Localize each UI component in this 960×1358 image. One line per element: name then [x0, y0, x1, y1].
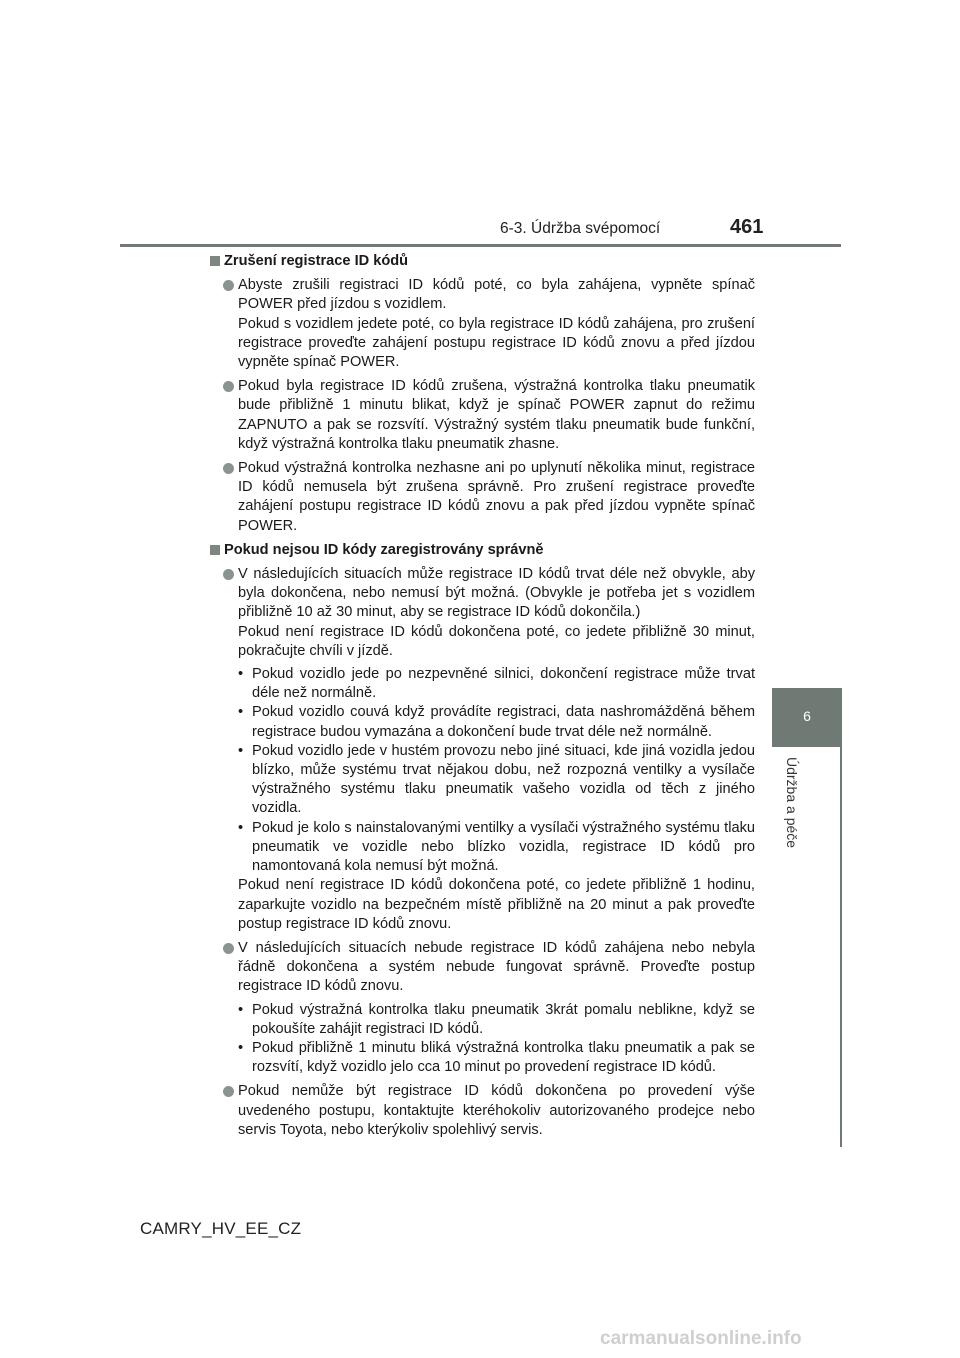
sub-list-item: [238, 1001, 755, 1039]
section-heading: [210, 252, 755, 271]
section-title: Pokud nejsou ID kódy zaregistrovány správně: [224, 541, 544, 558]
sub-list-item: [238, 1039, 755, 1077]
sub-item-text: Pokud je kolo s nainstalovanými ventilky a vysílači výstražného systému tlaku pneumatik ve vozidle nebo blízko vozidla, registrace ID kódů pro namontovaná kola nemusí být možná.: [252, 819, 755, 875]
dot-bullet-icon: •: [238, 704, 244, 721]
sub-list-item: [238, 742, 755, 819]
square-bullet-icon: [210, 256, 220, 266]
circle-bullet-icon: [223, 1086, 234, 1097]
sub-list-item: [238, 819, 755, 877]
list-item: [210, 276, 755, 372]
chapter-side-label: Údržba a péče: [784, 757, 800, 849]
item-text: V následujících situacích nebude registrace ID kódů zahájena nebo nebyla řádně dokončena a systém nebude fungovat správně. Proveďte postup registrace ID kódů znovu.: [238, 939, 755, 995]
sub-item-text: Pokud vozidlo jede po nezpevněné silnici, dokončení registrace může trvat déle než normálně.: [252, 666, 755, 702]
dot-bullet-icon: •: [238, 1039, 244, 1056]
circle-bullet-icon: [223, 381, 234, 392]
circle-bullet-icon: [223, 943, 234, 954]
circle-bullet-icon: [223, 569, 234, 580]
item-text: Pokud byla registrace ID kódů zrušena, výstražná kontrolka tlaku pneumatik bude přibližně 1 minutu blikat, když je spínač POWER zapnut do režimu ZAPNUTO a pak se rozsvítí. Výstražný systém tlaku pneumatik bude funkční, když výstražná kontrolka tlaku pneumatik zhasne.: [238, 378, 755, 452]
chapter-tab-rule: [840, 747, 842, 1147]
dot-bullet-icon: •: [238, 819, 244, 836]
main-content: [210, 252, 755, 1145]
item-text: Pokud s vozidlem jedete poté, co byla registrace ID kódů zahájena, pro zrušení registrace proveďte zahájení postupu registrace ID kódů znovu a před jízdou vypněte spínač POWER.: [238, 315, 755, 371]
item-text: Pokud nemůže být registrace ID kódů dokončena po provedení výše uvedeného postupu, kontaktujte kteréhokoliv autorizovaného prodejce nebo servis Toyota, nebo kterýkoliv spolehlivý servis.: [238, 1083, 755, 1138]
dot-bullet-icon: •: [238, 742, 244, 759]
item-text: Pokud není registrace ID kódů dokončena poté, co jedete přibližně 30 minut, pokračujte chvíli v jízdě.: [238, 623, 755, 659]
list-item: [210, 377, 755, 454]
header-divider: [120, 244, 841, 247]
chapter-tab: 6: [772, 688, 842, 747]
sub-item-text: Pokud vozidlo jede v hustém provozu nebo jiné situaci, kde jiná vozidla jedou blízko, může systému trvat nějakou dobu, než rozpozná ventilky a vysílače výstražného systému tlaku pneumatik vašeho vozidla od těch z jiného vozidla.: [252, 742, 755, 817]
section-title: Zrušení registrace ID kódů: [224, 253, 409, 269]
sub-list: [238, 665, 755, 876]
list-item: [210, 939, 755, 1077]
sub-list: [238, 1001, 755, 1078]
section-header: 6-3. Údržba svépomocí: [500, 220, 661, 237]
circle-bullet-icon: [223, 463, 234, 474]
dot-bullet-icon: •: [238, 1001, 244, 1018]
sub-item-text: Pokud přibližně 1 minutu bliká výstražná kontrolka tlaku pneumatik a pak se rozsvítí, když vozidlo jelo cca 10 minut po provedení registrace ID kódů.: [252, 1039, 755, 1076]
list-item: [210, 459, 755, 536]
item-text: Abyste zrušili registraci ID kódů poté, co byla zahájena, vypněte spínač POWER před jízdou s vozidlem.: [238, 277, 755, 313]
watermark: carmanualsonline.info: [600, 1328, 802, 1349]
circle-bullet-icon: [223, 280, 234, 291]
item-text: Pokud není registrace ID kódů dokončena poté, co jedete přibližně 1 hodinu, zaparkujte vozidlo na bezpečném místě přibližně na 20 minut a pak proveďte postup registrace ID kódů znovu.: [238, 877, 755, 932]
section-heading: [210, 541, 755, 560]
item-text: Pokud výstražná kontrolka nezhasne ani po uplynutí několika minut, registrace ID kódů nemusela být zrušena správně. Pro zrušení registrace proveďte zahájení postupu registrace ID kódů znovu a pak před jízdou vypněte spínač POWER.: [238, 460, 755, 534]
document-code: CAMRY_HV_EE_CZ: [140, 1219, 302, 1238]
item-text: V následujících situacích může registrace ID kódů trvat déle než obvykle, aby byla dokončena, nebo nemusí být možná. (Obvykle je potřeba jet s vozidlem přibližně 10 až 30 minut, aby se registrace ID kódů dokončila.): [238, 566, 755, 621]
square-bullet-icon: [210, 545, 220, 555]
sub-item-text: Pokud vozidlo couvá když provádíte registraci, data nashromážděná během registrace budou vymazána a dokončení bude trvat déle než normálně.: [252, 704, 755, 740]
sub-list-item: [238, 703, 755, 741]
dot-bullet-icon: •: [238, 666, 244, 683]
sub-list-item: [238, 665, 755, 703]
page-number: 461: [730, 216, 764, 238]
list-item: [210, 565, 755, 934]
list-item: [210, 1082, 755, 1140]
sub-item-text: Pokud výstražná kontrolka tlaku pneumatik 3krát pomalu neblikne, když se pokoušíte zahájit registraci ID kódů.: [252, 1001, 755, 1037]
